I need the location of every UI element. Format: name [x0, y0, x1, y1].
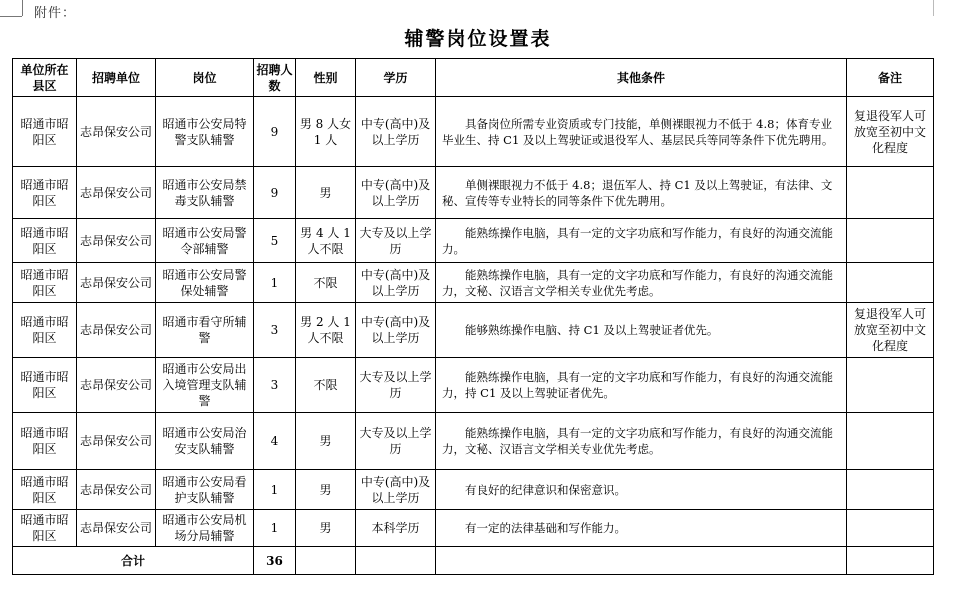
cell-unit: 志昂保安公司 [77, 413, 156, 470]
cell-district: 昭通市昭阳区 [13, 97, 77, 167]
cell-district: 昭通市昭阳区 [13, 263, 77, 303]
cell-district: 昭通市昭阳区 [13, 358, 77, 413]
cell-unit: 志昂保安公司 [77, 219, 156, 263]
total-row [13, 547, 934, 575]
header-district: 单位所在县区 [13, 59, 77, 97]
cell-gender: 男 4 人 1 人不限 [296, 219, 356, 263]
document-title: 辅警岗位设置表 [404, 28, 552, 50]
header-post: 岗位 [156, 59, 254, 97]
cell-remarks: 复退役军人可放宽至初中文化程度 [847, 97, 934, 167]
header-count: 招聘人数 [254, 59, 296, 97]
header-remarks: 备注 [847, 59, 934, 97]
conditions-text: 能熟练操作电脑，具有一定的文字功底和写作能力，有良好的沟通交流能力，文秘、汉语言文学相关专业优先考虑。 [442, 426, 833, 456]
table-row [13, 263, 934, 303]
conditions-text: 能够熟练操作电脑、持 C1 及以上驾驶证者优先。 [465, 323, 719, 337]
cell-district: 昭通市昭阳区 [13, 413, 77, 470]
cell-education: 中专(高中)及以上学历 [356, 167, 436, 219]
cell-count: 9 [254, 97, 296, 167]
attachment-label: 附件： [34, 6, 77, 21]
cell-gender: 男 2 人 1 人不限 [296, 303, 356, 358]
cell-education: 中专(高中)及以上学历 [356, 303, 436, 358]
cell-education: 中专(高中)及以上学历 [356, 97, 436, 167]
cell-count: 1 [254, 510, 296, 547]
cell-district: 昭通市昭阳区 [13, 167, 77, 219]
table-header-row [13, 59, 934, 97]
header-gender: 性别 [296, 59, 356, 97]
corner-mark-right [933, 0, 934, 16]
cell-post: 昭通市公安局出入境管理支队辅警 [156, 358, 254, 413]
cell-remarks [847, 413, 934, 470]
cell-gender: 男 [296, 413, 356, 470]
total-empty-education [356, 547, 436, 575]
cell-post: 昭通市公安局禁毒支队辅警 [156, 167, 254, 219]
header-conditions: 其他条件 [436, 59, 847, 97]
cell-unit: 志昂保安公司 [77, 358, 156, 413]
total-empty-conditions [436, 547, 847, 575]
conditions-text: 能熟练操作电脑，具有一定的文字功底和写作能力，有良好的沟通交流能力，持 C1 及以上驾驶证者优先。 [442, 370, 833, 400]
cell-post: 昭通市公安局机场分局辅警 [156, 510, 254, 547]
cell-district: 昭通市昭阳区 [13, 470, 77, 510]
table-row [13, 303, 934, 358]
cell-remarks [847, 358, 934, 413]
cell-conditions [436, 358, 847, 413]
cell-count: 1 [254, 470, 296, 510]
cell-count: 9 [254, 167, 296, 219]
cell-post: 昭通市看守所辅警 [156, 303, 254, 358]
table-row [13, 470, 934, 510]
total-label: 合计 [13, 547, 254, 575]
total-count: 36 [254, 547, 296, 575]
cell-conditions [436, 263, 847, 303]
table-row [13, 167, 934, 219]
cell-unit: 志昂保安公司 [77, 470, 156, 510]
cell-education: 大专及以上学历 [356, 219, 436, 263]
cell-conditions [436, 413, 847, 470]
cell-education: 中专(高中)及以上学历 [356, 263, 436, 303]
cell-conditions [436, 470, 847, 510]
cell-unit: 志昂保安公司 [77, 303, 156, 358]
conditions-text: 具备岗位所需专业资质或专门技能，单侧裸眼视力不低于 4.8；体育专业毕业生、持 C1 及以上驾驶证或退役军人、基层民兵等同等条件下优先聘用。 [442, 116, 834, 147]
cell-education: 大专及以上学历 [356, 358, 436, 413]
cell-district: 昭通市昭阳区 [13, 510, 77, 547]
conditions-text: 单侧裸眼视力不低于 4.8；退伍军人、持 C1 及以上驾驶证，有法律、文秘、宣传等专业特长的同等条件下优先聘用。 [442, 177, 833, 208]
cell-count: 1 [254, 263, 296, 303]
total-empty-remarks [847, 547, 934, 575]
cell-district: 昭通市昭阳区 [13, 303, 77, 358]
cell-count: 5 [254, 219, 296, 263]
cell-gender: 男 [296, 510, 356, 547]
cell-remarks [847, 470, 934, 510]
table-row [13, 358, 934, 413]
cell-education: 本科学历 [356, 510, 436, 547]
cell-gender: 男 8 人女 1 人 [296, 97, 356, 167]
conditions-text: 能熟练操作电脑，具有一定的文字功底和写作能力，有良好的沟通交流能力，文秘、汉语言文学相关专业优先考虑。 [442, 267, 833, 298]
table-row [13, 219, 934, 263]
cell-conditions [436, 97, 847, 167]
cell-education: 中专(高中)及以上学历 [356, 470, 436, 510]
cell-post: 昭通市公安局特警支队辅警 [156, 97, 254, 167]
conditions-text: 能熟练操作电脑，具有一定的文字功底和写作能力，有良好的沟通交流能力。 [442, 225, 833, 256]
table-row [13, 413, 934, 470]
header-education: 学历 [356, 59, 436, 97]
position-table [12, 58, 934, 575]
conditions-text: 有一定的法律基础和写作能力。 [465, 521, 626, 535]
corner-mark-vertical [22, 0, 23, 16]
cell-conditions [436, 303, 847, 358]
cell-gender: 男 [296, 167, 356, 219]
cell-count: 4 [254, 413, 296, 470]
cell-remarks [847, 167, 934, 219]
table-row [13, 97, 934, 167]
cell-unit: 志昂保安公司 [77, 97, 156, 167]
cell-post: 昭通市公安局警保处辅警 [156, 263, 254, 303]
total-empty-gender [296, 547, 356, 575]
cell-remarks [847, 263, 934, 303]
cell-gender: 不限 [296, 358, 356, 413]
cell-count: 3 [254, 358, 296, 413]
cell-gender: 不限 [296, 263, 356, 303]
cell-remarks [847, 510, 934, 547]
cell-district: 昭通市昭阳区 [13, 219, 77, 263]
cell-conditions [436, 167, 847, 219]
conditions-text: 有良好的纪律意识和保密意识。 [465, 482, 626, 497]
cell-post: 昭通市公安局看护支队辅警 [156, 470, 254, 510]
cell-conditions [436, 219, 847, 263]
cell-education: 大专及以上学历 [356, 413, 436, 470]
cell-conditions [436, 510, 847, 547]
cell-unit: 志昂保安公司 [77, 167, 156, 219]
cell-remarks: 复退役军人可放宽至初中文化程度 [847, 303, 934, 358]
cell-unit: 志昂保安公司 [77, 263, 156, 303]
cell-remarks [847, 219, 934, 263]
table-row [13, 510, 934, 547]
header-unit: 招聘单位 [77, 59, 156, 97]
cell-unit: 志昂保安公司 [77, 510, 156, 547]
cell-count: 3 [254, 303, 296, 358]
corner-mark-horizontal [0, 16, 22, 17]
cell-post: 昭通市公安局治安支队辅警 [156, 413, 254, 470]
cell-post: 昭通市公安局警令部辅警 [156, 219, 254, 263]
cell-gender: 男 [296, 470, 356, 510]
